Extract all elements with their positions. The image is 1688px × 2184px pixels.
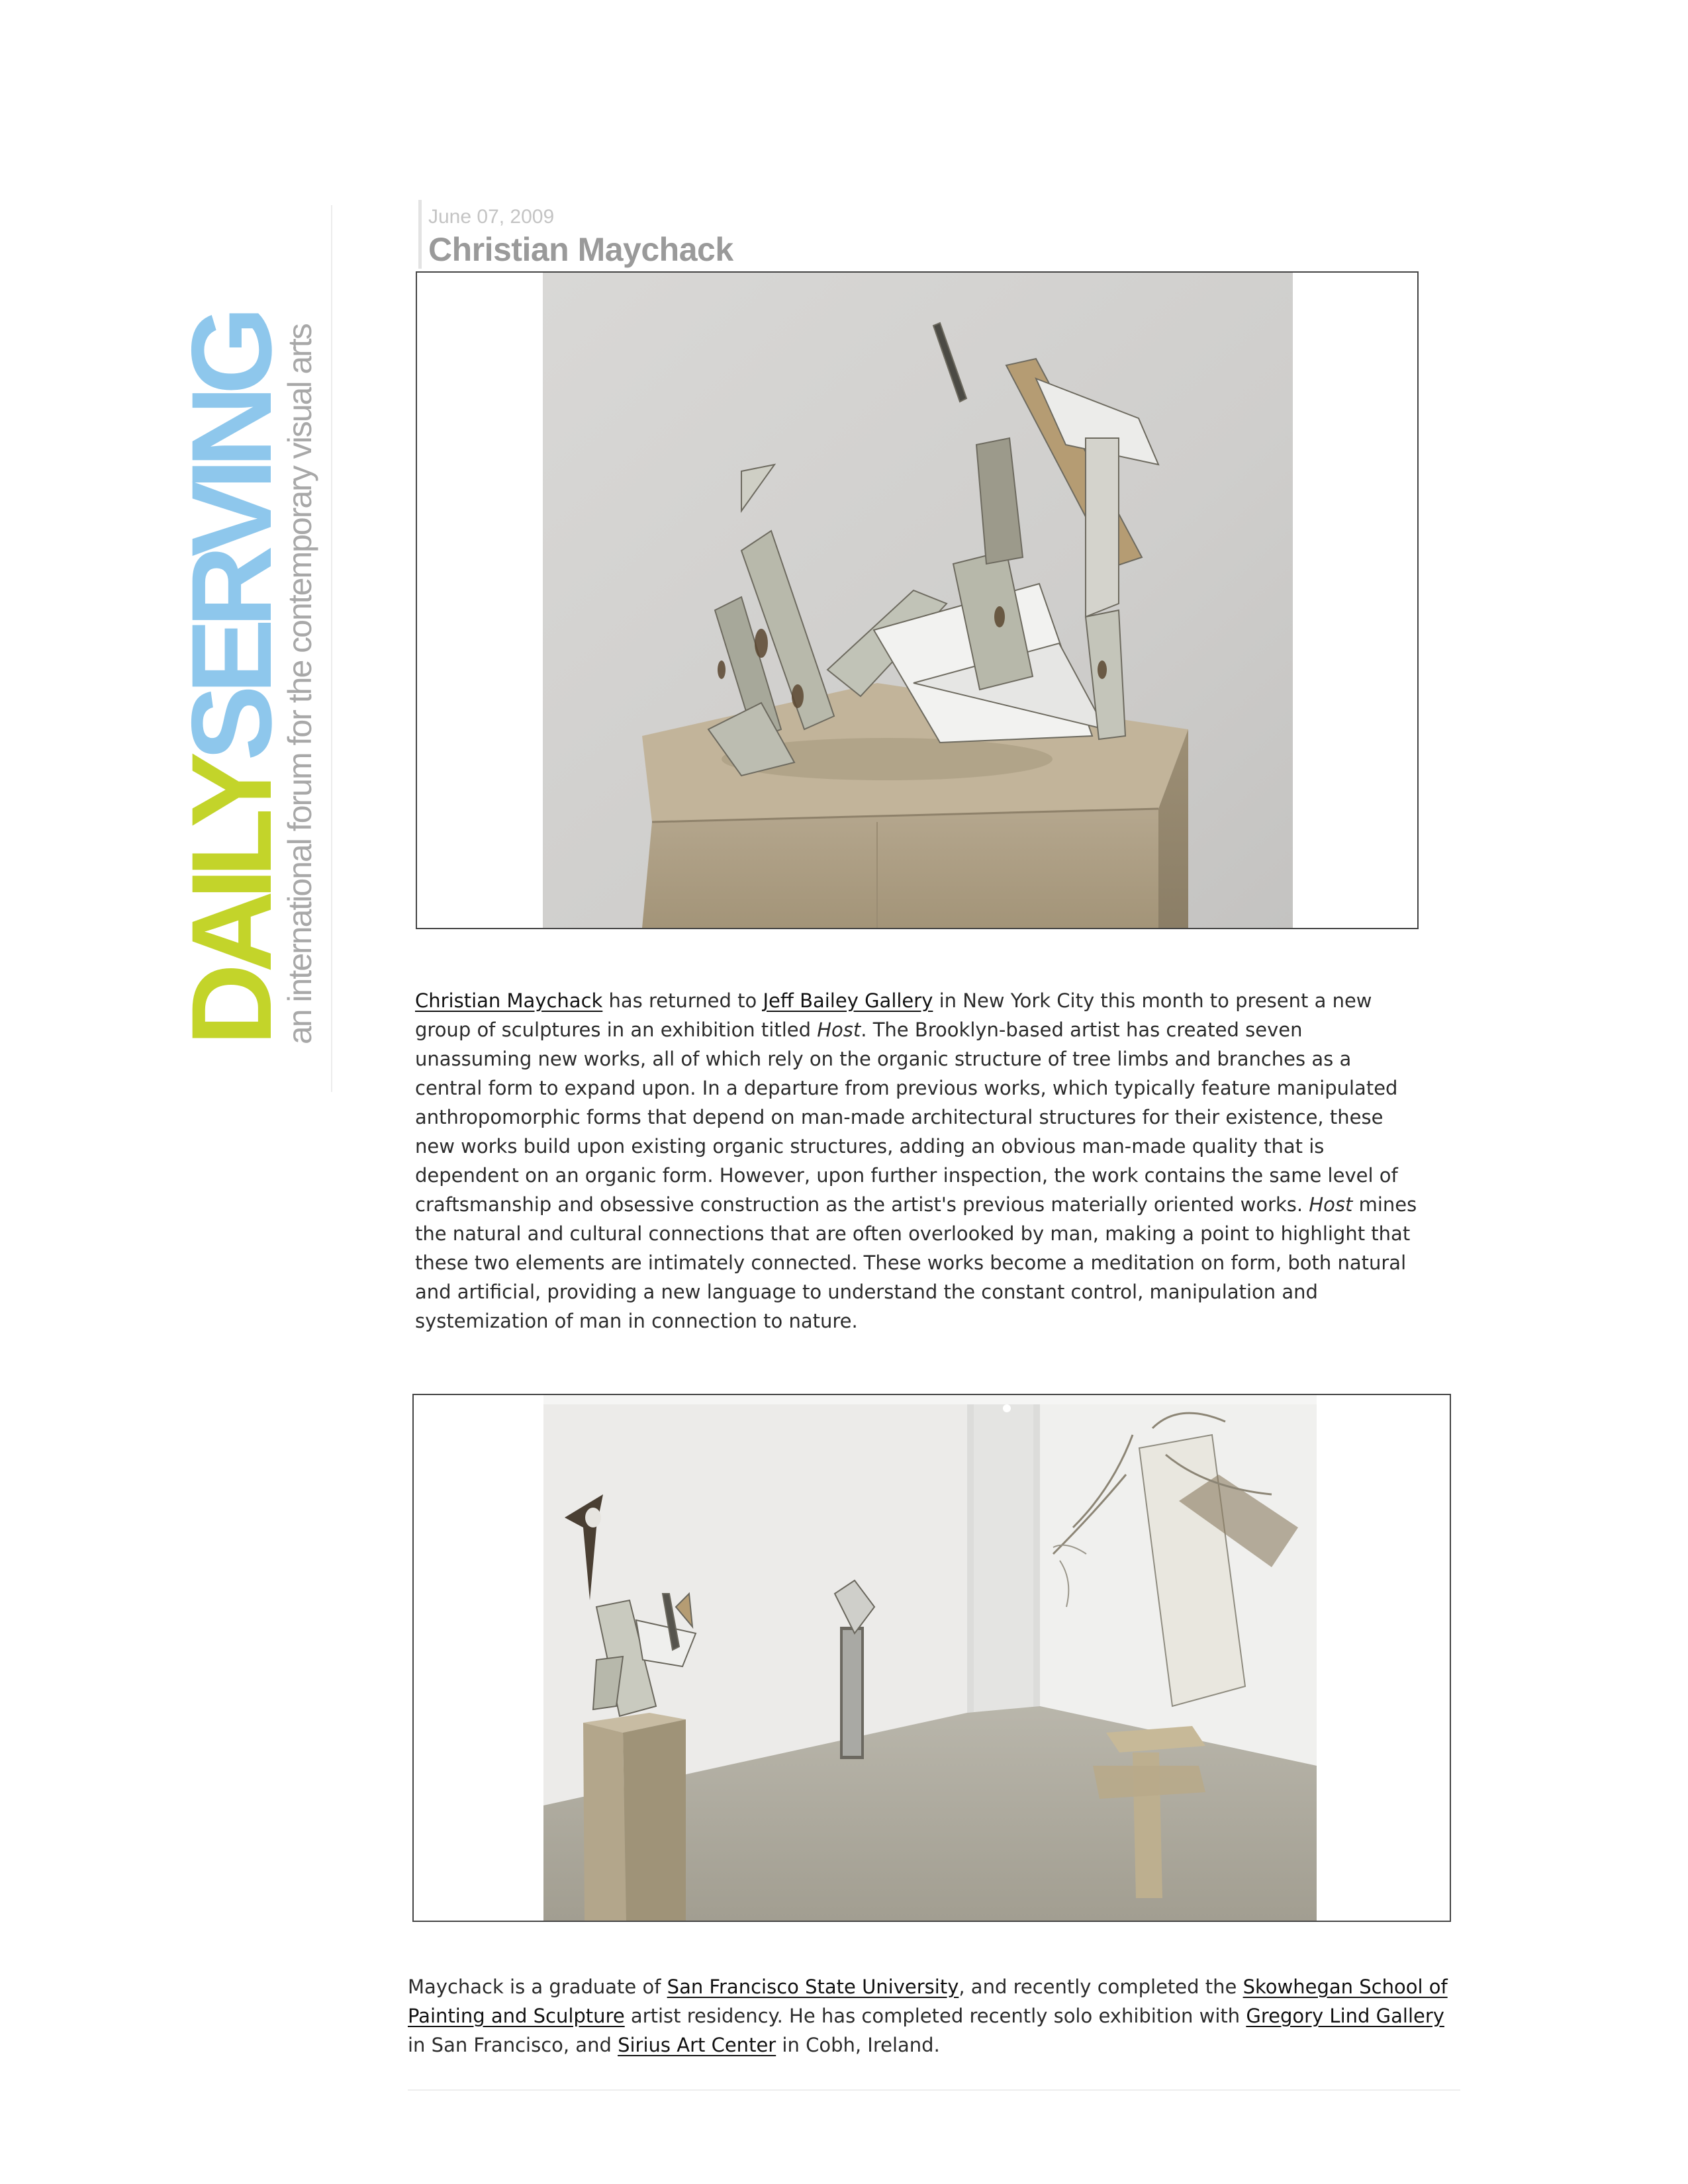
gallery-link[interactable]: Jeff Bailey Gallery — [763, 989, 933, 1012]
post-title[interactable]: Christian Maychack — [428, 231, 733, 268]
logo-serving-text: SERVING — [168, 315, 295, 761]
installation-photo-image — [543, 1395, 1317, 1921]
installation-photo-frame — [412, 1394, 1451, 1922]
paragraph-text: , and recently completed the — [959, 1976, 1243, 1998]
paragraph-text: artist residency. He has completed recently solo exhibition with — [624, 2005, 1246, 2027]
site-tagline: an international forum for the contemporary visual arts — [281, 324, 318, 1044]
masthead-divider — [331, 205, 332, 1092]
paragraph-text: . The Brooklyn-based artist has created seven unassuming new works, all of which rely on the organic structure of tree limbs and branches as a central form to expand upon. In a departure from previous works, which typically feature manipulated anthropomorphic forms that depend on man-made architectural structures for their existence, these new works build upon existing organic structures, adding an obvious man-made quality that is dependent on an organic form. However, upon further inspection, the work contains the same level of craftsmanship and obsessive construction as the artist's previous materially oriented works. — [415, 1019, 1398, 1216]
paragraph-text: in Cobh, Ireland. — [776, 2034, 940, 2056]
sfsu-link[interactable]: San Francisco State University — [667, 1976, 959, 1998]
skowhegan-link[interactable]: Skowhegan School of Painting and Sculpture — [408, 1976, 1448, 2027]
article-paragraph-2 — [408, 1972, 1460, 2060]
site-logo[interactable] — [168, 315, 295, 1046]
paragraph-text: Maychack is a graduate of — [408, 1976, 667, 1998]
paragraph-text: mines the natural and cultural connections that are often overlooked by man, making a point to highlight that these two elements are intimately connected. These works become a meditation on form, both natural and artificial, providing a new language to understand the constant control, manipulation and systemization of man in connection to nature. — [415, 1193, 1417, 1332]
sculpture-photo-frame — [416, 271, 1419, 929]
exhibition-title: Host — [817, 1019, 861, 1041]
installation-photo[interactable] — [543, 1395, 1317, 1921]
post-date: June 07, 2009 — [428, 206, 555, 228]
paragraph-text: in New York City this month to present a new group of sculptures in an exhibition titled — [415, 989, 1372, 1041]
sculpture-photo-image — [543, 273, 1293, 928]
exhibition-title: Host — [1309, 1193, 1353, 1216]
logo-daily-text: DAILY — [168, 760, 295, 1046]
article-paragraph-1 — [415, 986, 1421, 1336]
site-masthead — [168, 205, 341, 1046]
sculpture-photo[interactable] — [543, 273, 1293, 928]
footer-divider — [408, 2089, 1460, 2091]
artist-link[interactable]: Christian Maychack — [415, 989, 603, 1012]
paragraph-text: has returned to — [602, 989, 763, 1012]
gregory-lind-gallery-link[interactable]: Gregory Lind Gallery — [1246, 2005, 1444, 2027]
paragraph-text: in San Francisco, and — [408, 2034, 618, 2056]
sirius-art-center-link[interactable]: Sirius Art Center — [618, 2034, 776, 2056]
post-header — [418, 200, 733, 269]
